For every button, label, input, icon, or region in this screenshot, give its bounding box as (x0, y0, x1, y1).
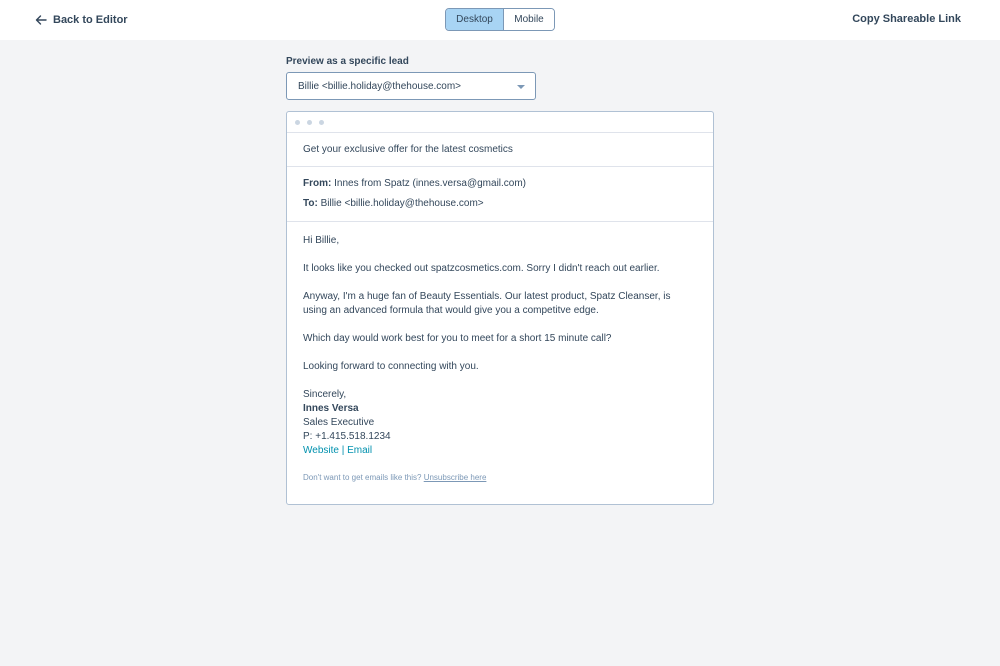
window-dots (287, 112, 713, 133)
arrow-left-icon (35, 14, 47, 26)
from-label: From: (303, 178, 332, 189)
email-subject: Get your exclusive offer for the latest cosmetics (287, 133, 713, 167)
email-footer (303, 472, 697, 484)
preview-lead-label: Preview as a specific lead (286, 56, 409, 67)
from-row (303, 177, 697, 197)
signature-links (303, 444, 697, 458)
mobile-view-button[interactable]: Mobile (504, 9, 554, 30)
email-preview (286, 111, 714, 505)
link-separator: | (338, 445, 348, 456)
top-bar (0, 0, 1000, 40)
email-greeting: Hi Billie, (303, 235, 340, 246)
email-signature (303, 388, 697, 458)
chevron-down-icon (517, 85, 525, 89)
to-row (303, 197, 697, 217)
sender-title: Sales Executive (303, 417, 375, 428)
website-link[interactable]: Website (303, 445, 339, 456)
back-to-editor-button[interactable] (35, 11, 128, 29)
email-paragraph: It looks like you checked out spatzcosmetics.com. Sorry I didn't reach out earlier. (303, 263, 660, 274)
window-dot-icon (319, 120, 324, 125)
view-toggle (445, 8, 555, 31)
signoff: Sincerely, (303, 389, 347, 400)
lead-select-dropdown[interactable] (286, 72, 536, 100)
copy-shareable-link-button[interactable]: Copy Shareable Link (852, 13, 961, 25)
window-dot-icon (295, 120, 300, 125)
email-body (287, 222, 713, 484)
to-label: To: (303, 198, 318, 209)
from-value: Innes from Spatz (innes.versa@gmail.com) (334, 178, 527, 189)
window-dot-icon (307, 120, 312, 125)
sender-phone: P: +1.415.518.1234 (303, 431, 391, 442)
email-link[interactable]: Email (347, 445, 373, 456)
lead-select-value: Billie <billie.holiday@thehouse.com> (298, 80, 462, 92)
desktop-view-button[interactable]: Desktop (446, 9, 504, 30)
back-to-editor-label: Back to Editor (53, 14, 128, 26)
footer-text: Don't want to get emails like this? (303, 473, 424, 482)
email-paragraph: Anyway, I'm a huge fan of Beauty Essentials. Our latest product, Spatz Cleanser, is using an advanced formula that would give you a competitve edge. (303, 291, 671, 316)
email-paragraph: Which day would work best for you to meet for a short 15 minute call? (303, 333, 612, 344)
to-value: Billie <billie.holiday@thehouse.com> (320, 198, 484, 209)
sender-name: Innes Versa (303, 403, 359, 414)
email-paragraph: Looking forward to connecting with you. (303, 361, 479, 372)
email-headers (287, 167, 713, 222)
unsubscribe-link[interactable]: Unsubscribe here (423, 473, 487, 482)
